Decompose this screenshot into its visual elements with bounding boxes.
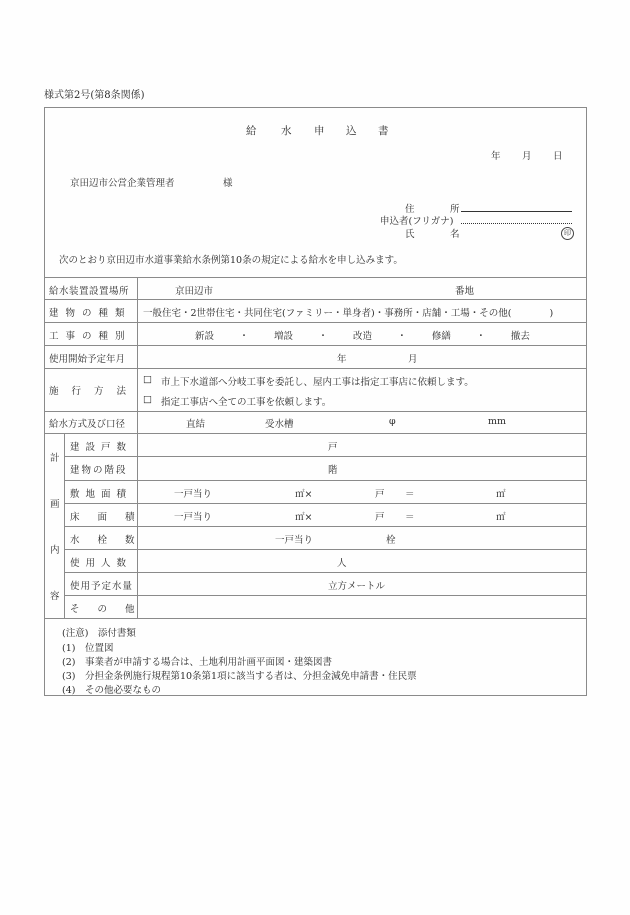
separator: ・ [397, 331, 407, 342]
plan-part: 一戸当り [174, 489, 213, 500]
title-char: 申 [314, 125, 325, 137]
name-label-b: 名 [450, 229, 460, 240]
supply-label: 給水方式及び口径 [49, 419, 126, 430]
plan-unit: 階 [328, 465, 338, 476]
supply-phi: φ [389, 416, 396, 427]
plan-unit: 戸 [328, 442, 338, 453]
address-label-a: 住 [405, 204, 415, 215]
location-banchi: 番地 [455, 286, 475, 297]
start-date-label: 使用開始予定年月 [49, 354, 126, 365]
plan-part: 一戸当り [174, 512, 213, 523]
plan-row-label: 建物の階段 [70, 465, 128, 476]
plan-part: 戸 [375, 512, 385, 523]
plan-unit: 人 [337, 558, 347, 569]
plan-row-label: 使用人数 [70, 558, 133, 569]
location-label: 給水装置設置場所 [49, 286, 130, 297]
plan-row-label: 建設戸数 [70, 442, 133, 453]
floors-field[interactable] [140, 458, 580, 478]
work-type-option-remove[interactable]: 撤去 [510, 331, 530, 342]
note-item: (3) 分担金条例施行規程第10条第1項に該当する者は、分担金減免申請書・住民票 [62, 671, 417, 682]
title-char: 込 [346, 125, 357, 137]
start-date-month[interactable]: 月 [408, 354, 418, 365]
plan-group-label-char: 画 [50, 499, 60, 510]
notes-heading: (注意) 添付書類 [62, 628, 136, 639]
note-item: (1) 位置図 [62, 643, 114, 654]
other-field[interactable] [140, 597, 580, 616]
form-number: 様式第2号(第8条関係) [44, 90, 145, 101]
plan-row-label: 水栓数 [70, 535, 153, 546]
supply-tank[interactable]: 受水槽 [265, 419, 294, 430]
furigana-label: 申込者(フリガナ) [380, 216, 454, 227]
plan-part: ㎡ [496, 489, 506, 500]
plan-unit: 立方メートル [328, 581, 386, 592]
method-label: 施行方法 [49, 386, 140, 397]
plan-group-label-char: 容 [50, 591, 60, 602]
plan-part: ＝ [405, 489, 415, 500]
supply-mm: mm [488, 416, 507, 427]
address-label-b: 所 [450, 204, 460, 215]
name-label-a: 氏 [405, 229, 415, 240]
date-day-label: 日 [553, 151, 563, 162]
building-type-options[interactable]: 一般住宅・2世帯住宅・共同住宅(ファミリー・単身者)・事務所・店舗・工場・その他( ) [143, 308, 554, 319]
plan-part: 栓 [386, 535, 396, 546]
honorific: 様 [223, 178, 233, 189]
supply-direct[interactable]: 直結 [186, 419, 206, 430]
address-field[interactable] [461, 211, 572, 212]
plan-row-label: その他 [70, 604, 153, 615]
note-item: (4) その他必要なもの [62, 685, 161, 696]
plan-group-label-char: 計 [50, 453, 60, 464]
plan-part: ＝ [405, 512, 415, 523]
name-field[interactable] [461, 226, 557, 238]
plan-part: ㎡× [295, 512, 313, 523]
plan-part: ㎡ [496, 512, 506, 523]
date-year-label: 年 [491, 151, 501, 162]
plan-row-label: 敷地面積 [70, 489, 133, 500]
title-char: 書 [378, 125, 389, 137]
date-month-label: 月 [522, 151, 532, 162]
plan-part: 一戸当り [275, 535, 314, 546]
plan-part: 戸 [375, 489, 385, 500]
method-option-1: 市上下水道部へ分岐工事を委託し、屋内工事は指定工事店に依頼します。 [161, 377, 474, 388]
construction-units-field[interactable] [140, 435, 580, 454]
separator: ・ [476, 331, 486, 342]
title-char: 給 [246, 125, 257, 137]
method-checkbox-1[interactable]: □ [143, 374, 152, 385]
start-date-year[interactable]: 年 [337, 354, 347, 365]
title-char: 水 [281, 125, 292, 137]
method-checkbox-2[interactable]: □ [143, 394, 152, 405]
work-type-options [195, 328, 530, 342]
plan-group-label-char: 内 [50, 545, 60, 556]
plan-part: ㎡× [295, 489, 313, 500]
furigana-field[interactable] [461, 223, 572, 224]
note-item: (2) 事業者が申請する場合は、土地利用計画平面図・建築図書 [62, 657, 332, 668]
plan-row-label: 使用予定水量 [70, 581, 134, 592]
method-option-2: 指定工事店へ全ての工事を依頼します。 [161, 397, 332, 408]
statement: 次のとおり京田辺市水道事業給水条例第10条の規定による給水を申し込みます。 [59, 255, 403, 266]
work-type-option-remodel[interactable]: 改造 [352, 331, 372, 342]
plan-row-label: 床面積 [70, 512, 153, 523]
location-city: 京田辺市 [175, 286, 214, 297]
work-type-option-repair[interactable]: 修繕 [431, 331, 451, 342]
work-type-label: 工事の種別 [49, 331, 132, 342]
work-type-option-new[interactable]: 新設 [195, 331, 215, 342]
location-field[interactable] [215, 279, 450, 297]
separator: ・ [318, 331, 328, 342]
building-type-label: 建物の種類 [49, 308, 132, 319]
work-type-option-extend[interactable]: 増設 [273, 331, 293, 342]
addressee: 京田辺市公営企業管理者 [70, 178, 175, 189]
separator: ・ [239, 331, 249, 342]
seal-mark: 印 [561, 227, 574, 240]
